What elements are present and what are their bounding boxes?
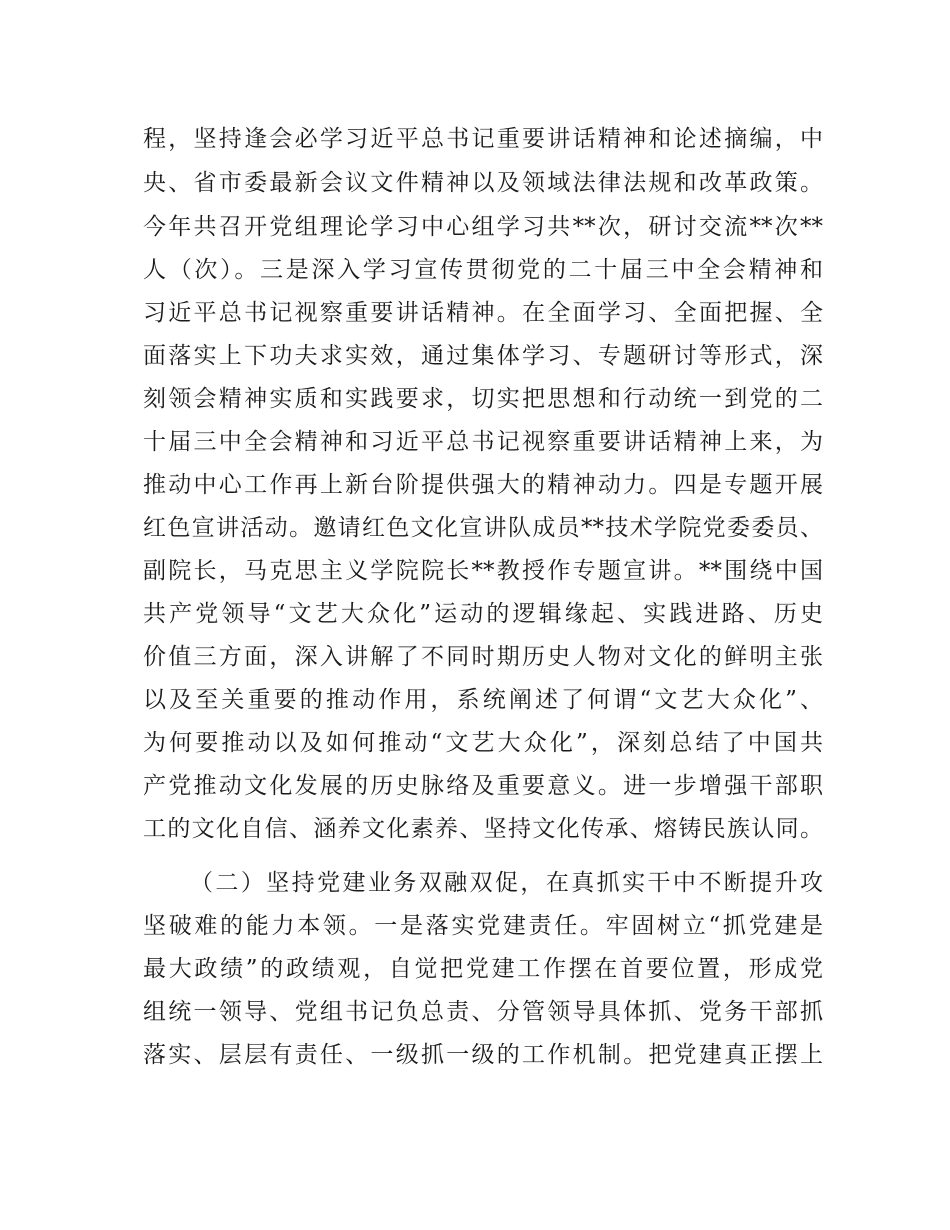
text-line: 以及至关重要的推动作用，系统阐述了何谓“文艺大众化”、 <box>143 687 823 713</box>
section-heading-line: （二）坚持党建业务双融双促，在真抓实干中不断提升攻 <box>190 870 823 896</box>
text-line: 产党推动文化发展的历史脉络及重要意义。进一步增强干部职 <box>143 773 823 799</box>
text-line: 工的文化自信、涵养文化素养、坚持文化传承、熔铸民族认同。 <box>143 816 823 842</box>
text-line: 坚破难的能力本领。一是落实党建责任。牢固树立“抓党建是 <box>143 913 823 939</box>
text-line: 人（次）。三是深入学习宣传贯彻党的二十届三中全会精神和 <box>143 257 823 283</box>
text-line: 央、省市委最新会议文件精神以及领域法律法规和改革政策。 <box>143 170 823 196</box>
text-line: 组统一领导、党组书记负总责、分管领导具体抓、党务干部抓 <box>143 999 823 1025</box>
text-line: 价值三方面，深入讲解了不同时期历史人物对文化的鲜明主张 <box>143 644 823 670</box>
text-line: 落实、层层有责任、一级抓一级的工作机制。把党建真正摆上 <box>143 1042 823 1068</box>
text-line: 副院长，马克思主义学院院长**教授作专题宣讲。**围绕中国 <box>143 558 823 584</box>
text-line: 共产党领导“文艺大众化”运动的逻辑缘起、实践进路、历史 <box>143 601 823 627</box>
text-line: 最大政绩”的政绩观，自觉把党建工作摆在首要位置，形成党 <box>143 956 823 982</box>
text-line: 刻领会精神实质和实践要求，切实把思想和行动统一到党的二 <box>143 386 823 412</box>
text-line: 推动中心工作再上新台阶提供强大的精神动力。四是专题开展 <box>143 472 823 498</box>
text-line: 为何要推动以及如何推动“文艺大众化”，深刻总结了中国共 <box>143 730 823 756</box>
text-line: 十届三中全会精神和习近平总书记视察重要讲话精神上来，为 <box>143 429 823 455</box>
text-line: 今年共召开党组理论学习中心组学习共**次，研讨交流**次** <box>143 214 823 240</box>
text-line: 面落实上下功夫求实效，通过集体学习、专题研讨等形式，深 <box>143 343 823 369</box>
text-line: 红色宣讲活动。邀请红色文化宣讲队成员**技术学院党委委员、 <box>143 515 823 541</box>
text-line: 习近平总书记视察重要讲话精神。在全面学习、全面把握、全 <box>143 300 823 326</box>
text-line: 程，坚持逢会必学习近平总书记重要讲话精神和论述摘编，中 <box>143 126 823 152</box>
